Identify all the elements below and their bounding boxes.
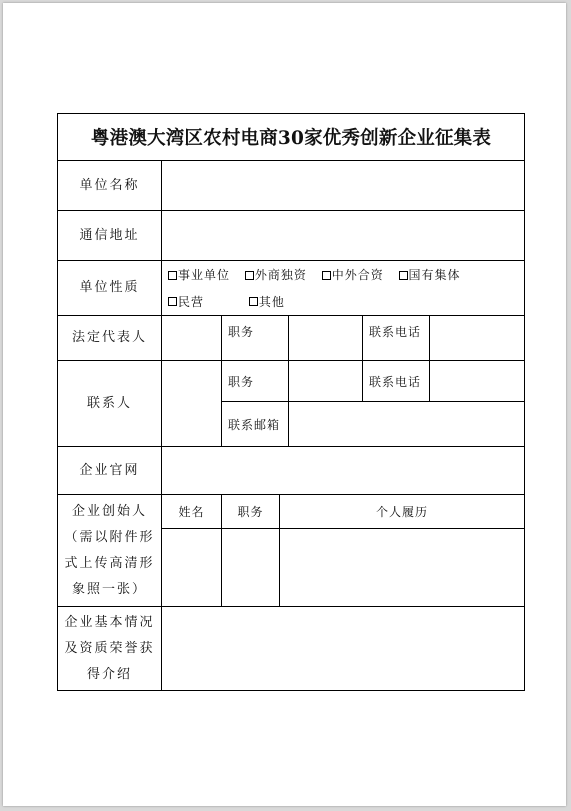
option-state-collective[interactable]: 国有集体 xyxy=(399,262,461,288)
label-unit-type: 单位性质 xyxy=(79,280,140,295)
checkbox-icon[interactable] xyxy=(249,297,258,306)
checkbox-icon[interactable] xyxy=(168,271,177,280)
checkbox-icon[interactable] xyxy=(322,271,331,280)
founder-name-field[interactable] xyxy=(162,529,221,606)
website-field[interactable] xyxy=(162,447,524,494)
address-field[interactable] xyxy=(162,211,524,260)
checkbox-icon[interactable] xyxy=(245,271,254,280)
document-page xyxy=(3,3,566,806)
option-joint-venture[interactable]: 中外合资 xyxy=(322,262,384,288)
checkbox-icon[interactable] xyxy=(399,271,408,280)
founder-resume-header: 个人履历 xyxy=(375,505,428,519)
founder-position-header: 职务 xyxy=(237,505,264,519)
label-unit-name: 单位名称 xyxy=(79,177,140,193)
founder-resume-field[interactable] xyxy=(280,529,524,606)
label-address: 通信地址 xyxy=(79,227,140,243)
contact-phone-field[interactable] xyxy=(430,361,524,401)
contact-phone-label: 联系电话 xyxy=(369,374,422,389)
application-form-table xyxy=(57,113,525,691)
contact-email-field[interactable] xyxy=(289,402,524,446)
label-contact: 联系人 xyxy=(86,395,132,411)
option-private[interactable]: 民营 xyxy=(168,289,204,315)
legal-rep-position-label: 职务 xyxy=(228,324,255,339)
unit-type-options xyxy=(168,262,524,315)
legal-rep-position-field[interactable] xyxy=(289,316,362,360)
legal-rep-name-field[interactable] xyxy=(162,316,221,360)
option-public-institution[interactable]: 事业单位 xyxy=(168,262,230,288)
contact-name-field[interactable] xyxy=(162,361,221,446)
checkbox-icon[interactable] xyxy=(168,297,177,306)
company-intro-field[interactable] xyxy=(162,607,524,690)
contact-position-label: 职务 xyxy=(228,374,255,389)
contact-position-field[interactable] xyxy=(289,361,362,401)
legal-rep-phone-label: 联系电话 xyxy=(369,324,422,339)
legal-rep-phone-field[interactable] xyxy=(430,316,524,360)
option-other[interactable]: 其他 xyxy=(249,289,285,315)
unit-name-field[interactable] xyxy=(162,161,524,210)
option-foreign-owned[interactable]: 外商独资 xyxy=(245,262,307,288)
label-company-intro: 企业基本情况 及资质荣誉获 得介绍 xyxy=(64,614,155,682)
founder-name-header: 姓名 xyxy=(178,505,205,519)
label-legal-rep: 法定代表人 xyxy=(71,330,147,345)
founder-position-field[interactable] xyxy=(222,529,279,606)
form-title: 粤港澳大湾区农村电商30家优秀创新企业征集表 xyxy=(90,128,492,149)
contact-email-label: 联系邮箱 xyxy=(228,417,281,432)
label-founder: 企业创始人 （需以附件形 式上传高清形 象照一张） xyxy=(64,503,155,597)
label-website: 企业官网 xyxy=(79,462,140,478)
